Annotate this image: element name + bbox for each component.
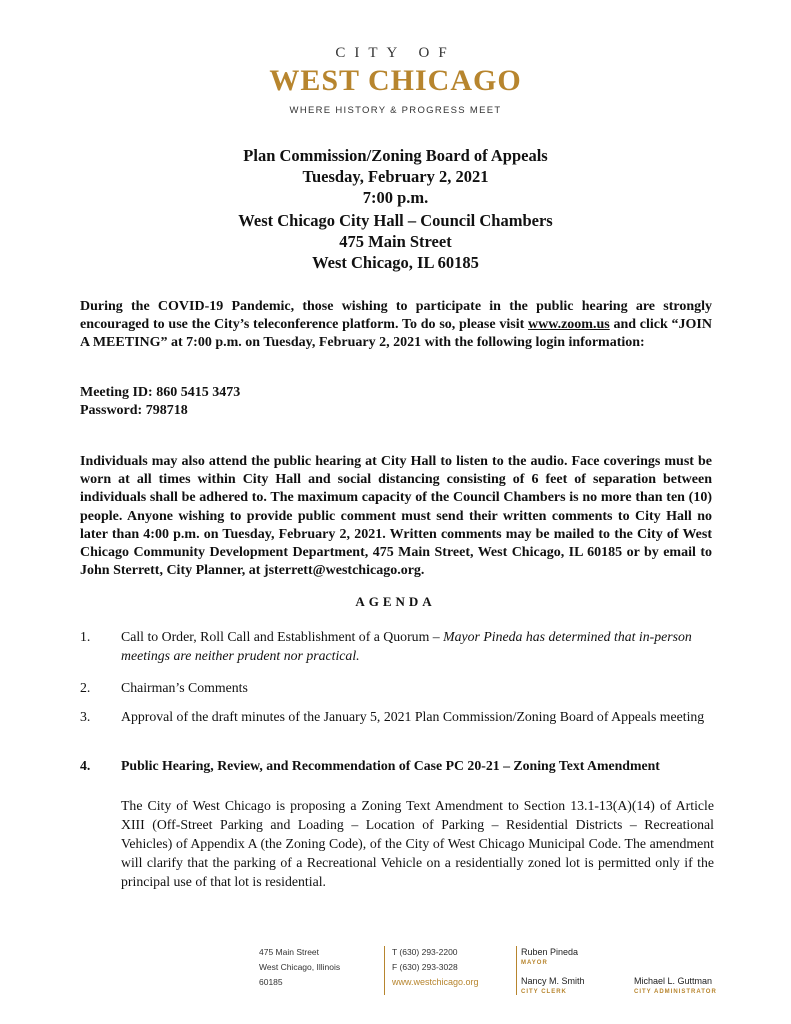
login-info	[80, 384, 712, 420]
clerk-role: CITY CLERK	[521, 989, 567, 995]
agenda-item-note: Mayor Pineda has determined that in-person meetings are neither prudent nor practical.	[121, 629, 692, 663]
agenda-item-label: Call to Order, Roll Call and Establishment of a Quorum –	[121, 629, 444, 644]
agenda-item-text: Public Hearing, Review, and Recommendation of Case PC 20-21 – Zoning Text Amendment	[121, 758, 660, 773]
meeting-location	[0, 210, 791, 273]
mayor-role: MAYOR	[521, 960, 548, 966]
administrator-name: Michael L. Guttman	[634, 976, 713, 986]
agenda-item-description: The City of West Chicago is proposing a Zoning Text Amendment to Section 13.1-13(A)(14) of Article XIII (Off-Street Parking and Loading – Location of Parking – Residential Districts – Recreational Vehicles) of Appendix A (the Zoning Code), of the City of West Chicago Municipal Code. The amendment will clarify that the parking of a Recreational Vehicle on a residentially zoned lot is permitted only if the principal use of that lot is residential.	[121, 798, 714, 889]
logo-city-name: WEST CHICAGO	[269, 64, 522, 97]
agenda-item-text	[121, 627, 714, 665]
footer-administrator	[634, 974, 717, 996]
attendance-notice: Individuals may also attend the public hearing at City Hall to listen to the audio. Face coverings must be worn at all times within City Hall and social distancing consisting of 6 feet of separation between individuals shall be adhered to. The maximum capacity of the Council Chambers is no more than ten (10) people. Anyone wishing to provide public comment must send their written comments to City Hall no later than 4:00 p.m. on Tuesday, February 2, 2021. Written comments may be mailed to the City of West Chicago Community Development Department, 475 Main Street, West Chicago, IL 60185 or by email to John Sterrett, City Planner, at jsterrett@westchicago.org.	[80, 454, 712, 579]
city-logo	[0, 44, 791, 116]
logo-city-of: CITY OF	[335, 45, 456, 61]
footer-contact	[389, 945, 479, 990]
footer-address-line: West Chicago, Illinois	[259, 962, 341, 972]
footer-divider	[516, 946, 517, 995]
covid-notice	[80, 298, 712, 353]
footer-website-link[interactable]: www.westchicago.org	[392, 977, 479, 987]
footer-divider	[384, 946, 385, 995]
meeting-id: Meeting ID: 860 5415 3473	[80, 385, 241, 400]
meeting-header	[0, 145, 791, 208]
meeting-date: Tuesday, February 2, 2021	[302, 167, 489, 186]
agenda-title: AGENDA	[355, 594, 436, 609]
covid-notice-text: During the COVID-19 Pandemic, those wishing to participate in the public hearing are strongly encouraged to use the City’s teleconference platform. To do so, please visit	[80, 299, 712, 333]
footer-address	[259, 945, 340, 990]
meeting-body: Plan Commission/Zoning Board of Appeals	[243, 146, 548, 165]
logo-tagline: WHERE HISTORY & PROGRESS MEET	[289, 105, 502, 116]
covid-notice-text-2: and click “JOIN A MEETING” at 7:00 p.m. on Tuesday, February 2, 2021 with the following login information:	[80, 317, 712, 351]
venue-street: 475 Main Street	[339, 232, 452, 251]
agenda-item-number: 4.	[80, 758, 91, 773]
meeting-time: 7:00 p.m.	[362, 188, 429, 207]
administrator-role: CITY ADMINISTRATOR	[634, 989, 717, 995]
footer-officials	[521, 945, 585, 996]
venue-name: West Chicago City Hall – Council Chambers	[238, 211, 553, 230]
clerk-name: Nancy M. Smith	[521, 976, 585, 986]
agenda-item-number: 1.	[80, 629, 91, 644]
agenda-item-text: Chairman’s Comments	[121, 680, 248, 695]
footer-address-line: 60185	[259, 977, 283, 987]
zoom-link[interactable]: www.zoom.us	[528, 317, 610, 333]
agenda-item-number: 3.	[80, 709, 91, 724]
footer-phone: T (630) 293-2200	[392, 947, 458, 957]
footer-address-line: 475 Main Street	[259, 947, 320, 957]
agenda-item-text: Approval of the draft minutes of the January 5, 2021 Plan Commission/Zoning Board of Appeals meeting	[121, 709, 705, 724]
mayor-name: Ruben Pineda	[521, 947, 579, 957]
agenda-item-number: 2.	[80, 680, 91, 695]
venue-city: West Chicago, IL 60185	[312, 253, 479, 272]
footer-fax: F (630) 293-3028	[392, 962, 458, 972]
meeting-password: Password: 798718	[80, 403, 188, 418]
